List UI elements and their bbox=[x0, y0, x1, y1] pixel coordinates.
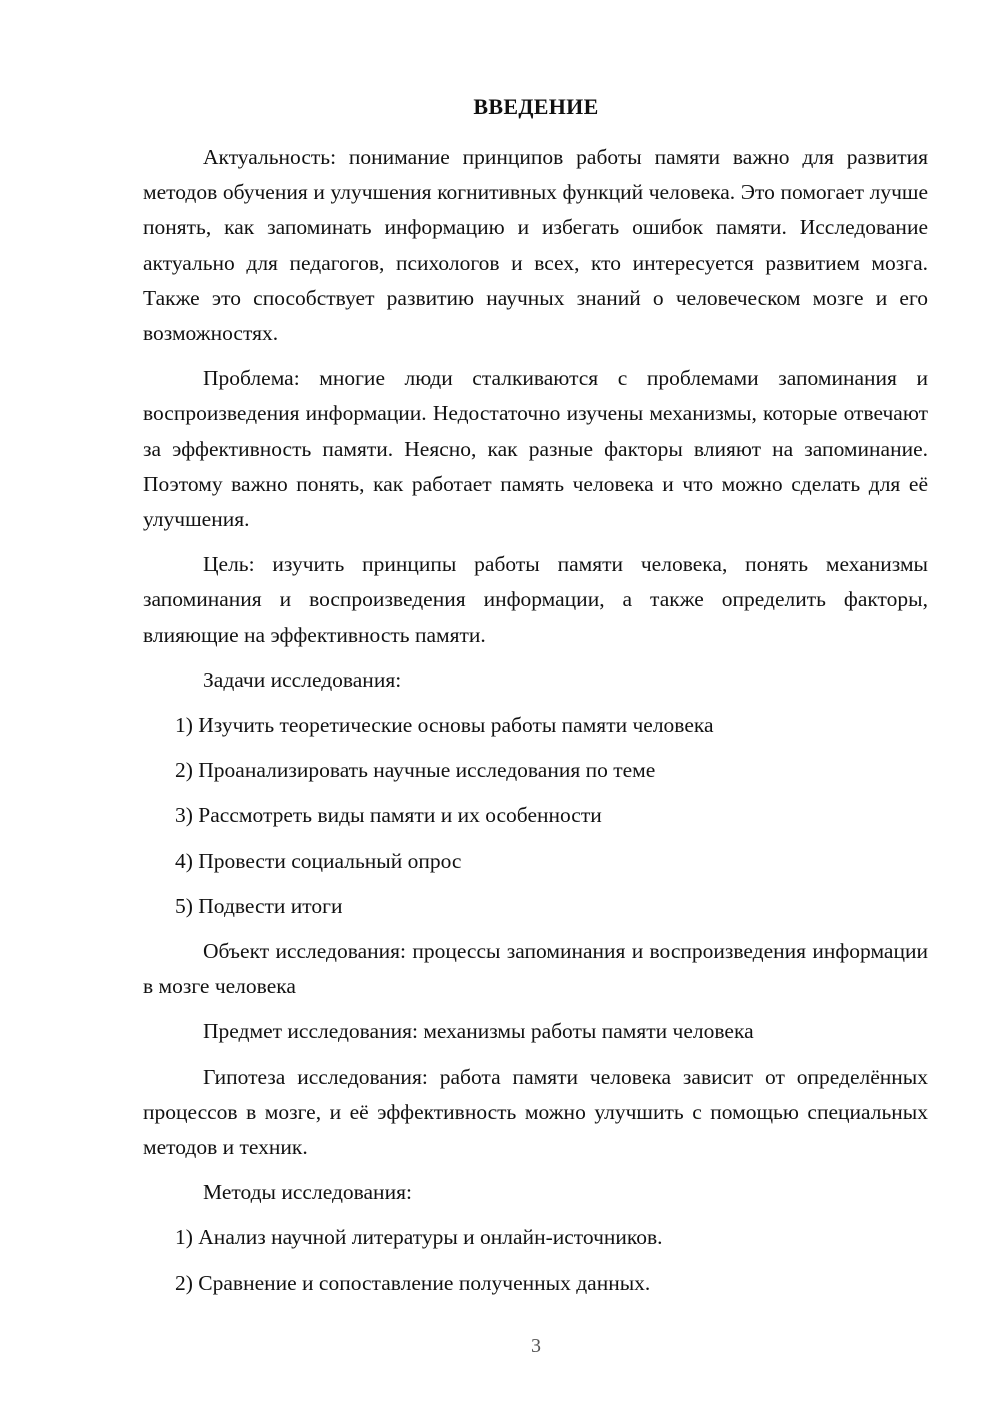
paragraph-relevance: Актуальность: понимание принципов работы памяти важно для развития методов обучения и улучшения когнитивных функций человека. Это помогает лучше понять, как запоминать информацию и избегать ошибок памяти. Исследование актуально для педагогов, психологов и всех, кто интересуется развитием мозга. Также это способствует развитию научных знаний о человеческом мозге и его возможностях. bbox=[143, 145, 928, 346]
tasks-title: Задачи исследования: bbox=[203, 667, 402, 692]
task-item-3: 3) Рассмотреть виды памяти и их особенности bbox=[175, 803, 602, 828]
task-item-4: 4) Провести социальный опрос bbox=[175, 848, 462, 873]
paragraph-subject: Предмет исследования: механизмы работы памяти человека bbox=[203, 1019, 754, 1044]
document-body bbox=[143, 140, 928, 1311]
paragraph-problem: Проблема: многие люди сталкиваются с проблемами запоминания и воспроизведения информации. Недостаточно изучены механизмы, которые отвечают за эффективность памяти. Неясно, как разные факторы влияют на запоминание. Поэтому важно понять, как работает память человека и что можно сделать для её улучшения. bbox=[143, 366, 928, 532]
section-heading: ВВЕДЕНИЕ bbox=[473, 94, 599, 119]
method-item-1: 1) Анализ научной литературы и онлайн-источников. bbox=[175, 1225, 663, 1250]
paragraph-goal: Цель: изучить принципы работы памяти человека, понять механизмы запоминания и воспроизведения информации, а также определить факторы, влияющие на эффективность памяти. bbox=[143, 552, 928, 647]
paragraph-hypothesis: Гипотеза исследования: работа памяти человека зависит от определённых процессов в мозге, и её эффективность можно улучшить с помощью специальных методов и техник. bbox=[143, 1064, 928, 1160]
method-item-2: 2) Сравнение и сопоставление полученных данных. bbox=[175, 1270, 651, 1295]
page-number: 3 bbox=[531, 1335, 541, 1357]
task-item-1: 1) Изучить теоретические основы работы памяти человека bbox=[175, 713, 714, 738]
task-item-5: 5) Подвести итоги bbox=[175, 893, 343, 918]
task-item-2: 2) Проанализировать научные исследования по теме bbox=[175, 758, 656, 783]
paragraph-object: Объект исследования: процессы запоминания и воспроизведения информации в мозге человека bbox=[143, 939, 928, 999]
methods-title: Методы исследования: bbox=[203, 1180, 412, 1205]
